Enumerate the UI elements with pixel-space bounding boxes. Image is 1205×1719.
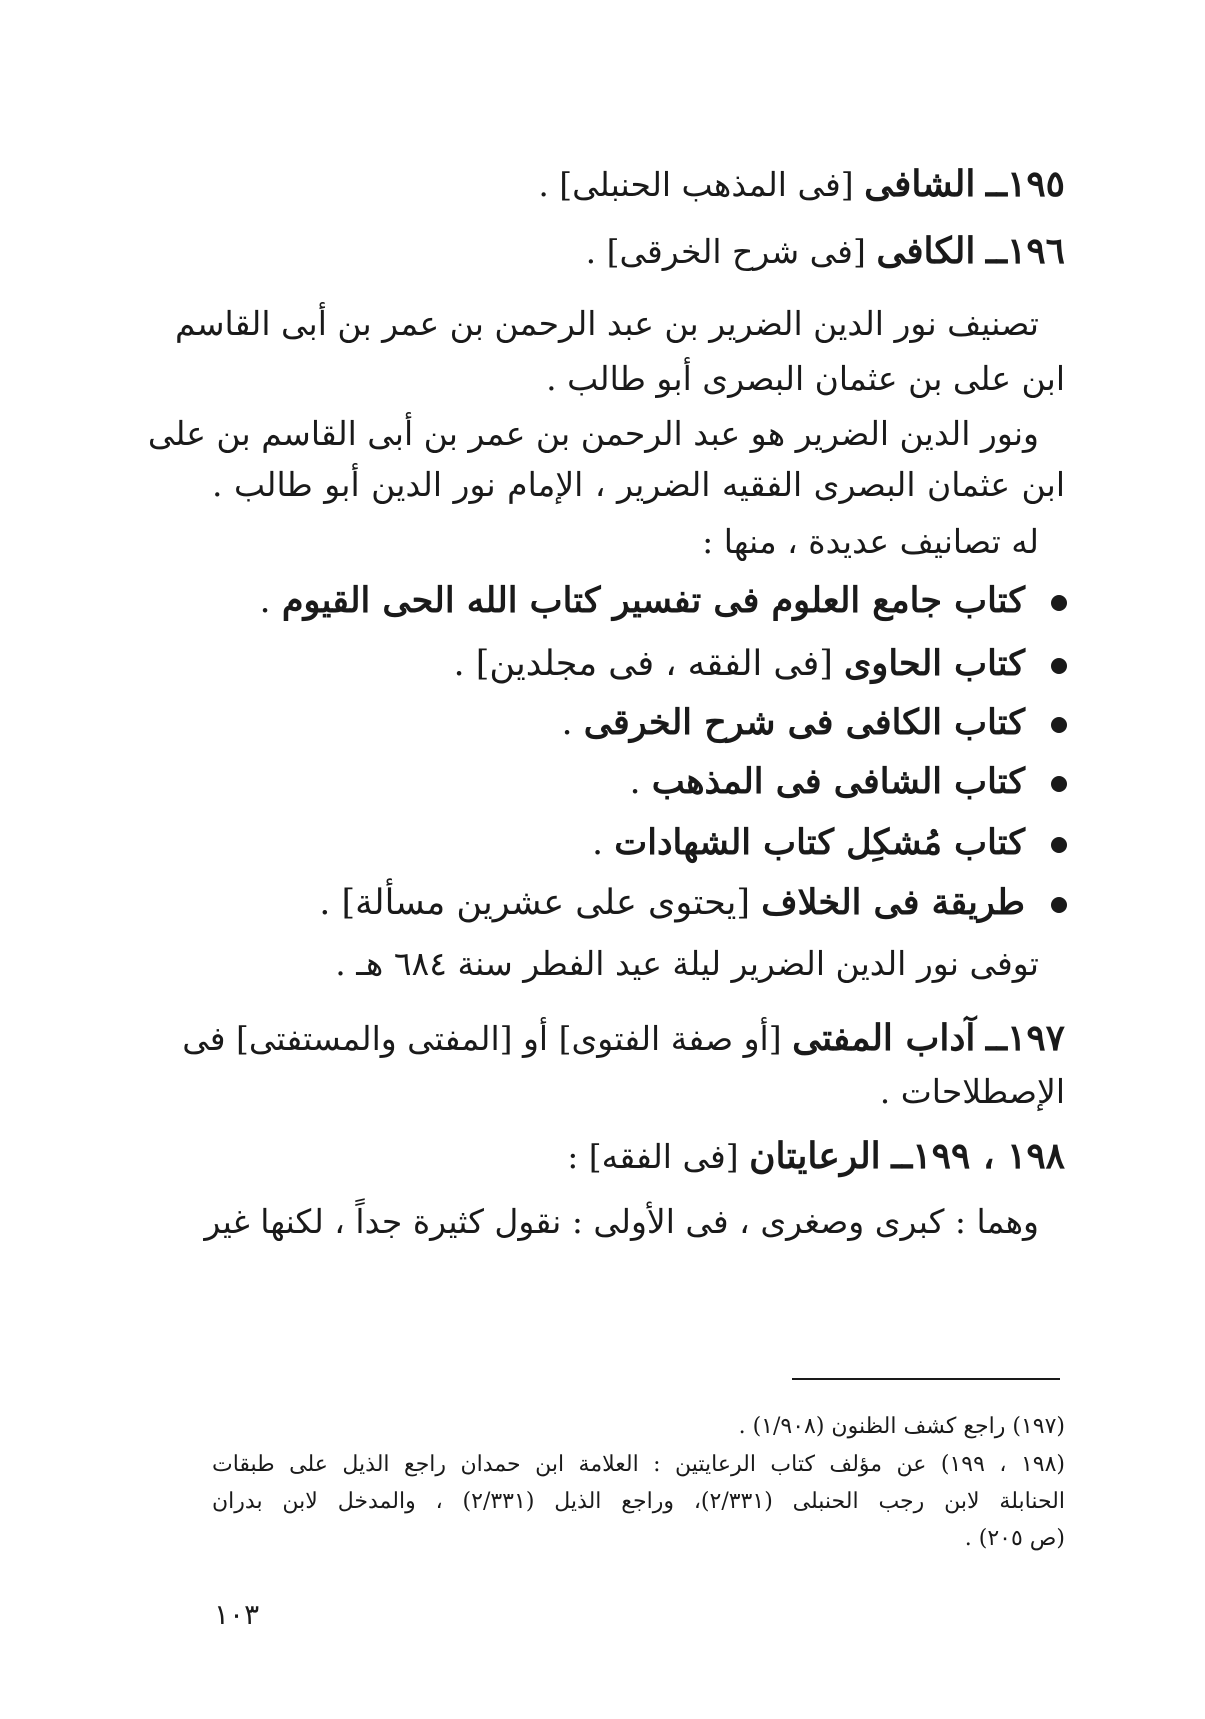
entry-title: الشافى xyxy=(864,163,976,205)
footnote: الحنابلة لابن رجب الحنبلى (٢/٣٣١)، وراجع الذيل (٢/٣٣١) ، والمدخل لابن بدران xyxy=(212,1489,1065,1514)
paragraph-line: ونور الدين الضرير هو عبد الرحمن بن عمر بن أبى القاسم بن على xyxy=(147,414,1039,453)
footnote-separator xyxy=(792,1378,1060,1380)
entry-197-continuation: الإصطلاحات . xyxy=(879,1072,1065,1111)
entry-number: ١٩٧ــ xyxy=(985,1017,1065,1059)
paragraph-line: توفى نور الدين الضرير ليلة عيد الفطر سنة ٦٨٤ هـ . xyxy=(335,944,1039,983)
work-title: كتاب الشافى فى المذهب xyxy=(651,761,1025,802)
work-note: . xyxy=(629,762,652,802)
paragraph-line: له تصانيف عديدة ، منها : xyxy=(702,522,1039,561)
entry-title: الكافى xyxy=(876,230,976,272)
entry-number: ١٩٦ــ xyxy=(985,230,1065,272)
entry-description: [فى المذهب الحنبلى] . xyxy=(538,165,854,204)
list-item xyxy=(453,641,1067,687)
list-item xyxy=(629,759,1067,805)
footnote: (١٩٨ ، ١٩٩) عن مؤلف كتاب الرعايتين : العلامة ابن حمدان راجع الذيل على طبقات xyxy=(212,1452,1065,1477)
work-title: كتاب مُشكِل كتاب الشهادات xyxy=(614,822,1025,863)
entry-title: آداب المفتى xyxy=(792,1017,976,1059)
work-title: طريقة فى الخلاف xyxy=(761,882,1025,923)
paragraph-line: تصنيف نور الدين الضرير بن عبد الرحمن بن عمر بن أبى القاسم xyxy=(174,304,1039,343)
work-title: كتاب الكافى فى شرح الخرقى xyxy=(583,702,1025,743)
list-item xyxy=(592,820,1067,866)
work-note: [فى الفقه ، فى مجلدين] . xyxy=(453,644,845,684)
bullet-icon xyxy=(1051,837,1067,853)
entry-title: الرعايتان xyxy=(749,1135,881,1177)
footnote: (١٩٧) راجع كشف الظنون (١/٩٠٨) . xyxy=(738,1414,1065,1439)
paragraph-line: ابن عثمان البصرى الفقيه الضرير ، الإمام نور الدين أبو طالب . xyxy=(212,465,1065,504)
page-number: ١٠٣ xyxy=(214,1598,260,1631)
bullet-icon xyxy=(1051,776,1067,792)
entry-description: [فى شرح الخرقى] . xyxy=(585,232,866,271)
work-note: [يحتوى على عشرين مسألة] . xyxy=(319,883,762,923)
entry-196 xyxy=(586,229,1065,274)
work-note: . xyxy=(259,581,282,621)
bullet-icon xyxy=(1051,595,1067,611)
work-title: كتاب الحاوى xyxy=(844,643,1025,684)
list-item xyxy=(562,700,1067,746)
footnote: (ص ٢٠٥) . xyxy=(964,1526,1065,1551)
paragraph-line: وهما : كبرى وصغرى ، فى الأولى : نقول كثيرة جداً ، لكنها غير xyxy=(204,1202,1039,1241)
entry-description: [فى الفقه] : xyxy=(567,1137,750,1176)
work-note: . xyxy=(561,703,584,743)
entry-195 xyxy=(538,162,1065,207)
entry-number: ١٩٥ــ xyxy=(985,163,1065,205)
list-item xyxy=(319,880,1067,926)
paragraph-line: ابن على بن عثمان البصرى أبو طالب . xyxy=(546,359,1065,398)
bullet-icon xyxy=(1051,658,1067,674)
entry-number: ١٩٨ ، ١٩٩ــ xyxy=(891,1135,1065,1177)
list-item xyxy=(260,578,1067,624)
entry-197 xyxy=(182,1016,1065,1061)
work-title: كتاب جامع العلوم فى تفسير كتاب الله الحى القيوم xyxy=(281,580,1025,621)
work-note: . xyxy=(592,823,615,863)
bullet-icon xyxy=(1051,717,1067,733)
bullet-icon xyxy=(1051,897,1067,913)
entry-198-199 xyxy=(567,1134,1065,1179)
entry-description: [أو صفة الفتوى] أو [المفتى والمستفتى] فى xyxy=(182,1019,793,1058)
